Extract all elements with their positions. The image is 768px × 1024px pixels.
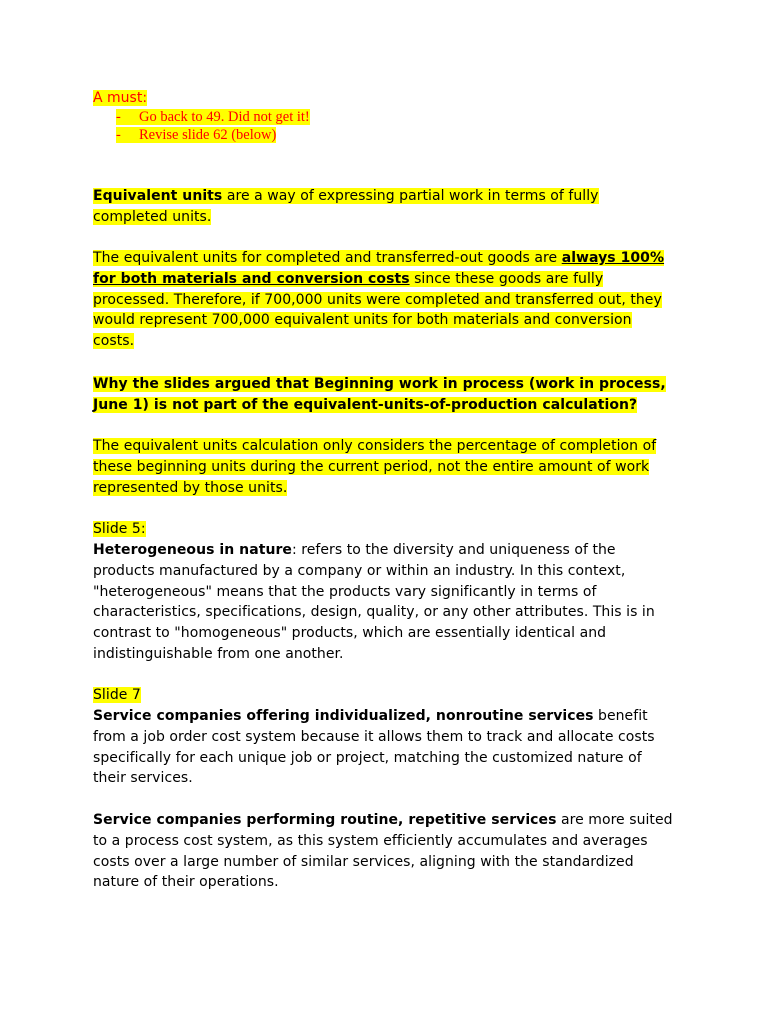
todo-list [116, 108, 310, 144]
slide7-nonroutine-body: benefit from a job order cost system because it allows them to track and allocate costs specifically for each unique job or project, matching the customized nature of their services. [93, 708, 655, 787]
question-paragraph [93, 374, 677, 416]
slide7-nonroutine-term: Service companies offering individualized, nonroutine services [93, 708, 594, 724]
slide5-term: Heterogeneous in nature [93, 542, 292, 558]
question-text: Why the slides argued that Beginning work in process (work in process, June 1) is not part of the equivalent-units-of-production calculation? [93, 376, 666, 413]
transferred-out-paragraph [93, 248, 677, 352]
transferred-out-emphasis: always 100% for both materials and conversion costs [93, 250, 665, 287]
todo-heading-text: A must: [93, 90, 148, 106]
slide5-paragraph [93, 540, 677, 665]
slide7-heading [93, 685, 677, 706]
transferred-out-rest: since these goods are fully processed. Therefore, if 700,000 units were completed and transferred out, they would represent 700,000 equivalent units for both materials and conversion costs. [93, 270, 662, 350]
answer-paragraph [93, 436, 677, 498]
list-bullet: - [116, 109, 121, 125]
transferred-out-lead: The equivalent units for completed and transferred-out goods are [93, 250, 562, 266]
slide5-body: : refers to the diversity and uniqueness of the products manufactured by a company or within an industry. In this context, "heterogeneous" means that the products vary significantly in terms of characteristics, specifications, design, quality, or any other attributes. This is in contrast to "homogeneous" products, which are essentially identical and indistinguishable from one another. [93, 542, 655, 662]
slide5-heading-text: Slide 5: [93, 521, 146, 537]
todo-item [116, 126, 310, 144]
equivalent-units-term: Equivalent units [93, 188, 223, 204]
slide7-routine-body: are more suited to a process cost system, as this system efficiently accumulates and averages costs over a large number of similar services, aligning with the standardized nature of their operations. [93, 812, 673, 891]
list-bullet: - [116, 127, 121, 143]
todo-item [116, 108, 310, 126]
todo-heading [93, 88, 147, 108]
slide7-routine-paragraph [93, 810, 677, 893]
todo-item-text: Go back to 49. Did not get it! [139, 109, 310, 125]
slide7-routine-term: Service companies performing routine, repetitive services [93, 812, 557, 828]
slide7-heading-text: Slide 7 [93, 687, 141, 703]
todo-item-text: Revise slide 62 (below) [139, 127, 277, 143]
answer-text: The equivalent units calculation only considers the percentage of completion of these beginning units during the current period, not the entire amount of work represented by those units. [93, 438, 657, 496]
equivalent-units-paragraph [93, 186, 677, 228]
slide7-nonroutine-paragraph [93, 706, 677, 789]
slide5-heading [93, 519, 677, 540]
equivalent-units-definition: are a way of expressing partial work in terms of fully completed units. [93, 188, 599, 225]
